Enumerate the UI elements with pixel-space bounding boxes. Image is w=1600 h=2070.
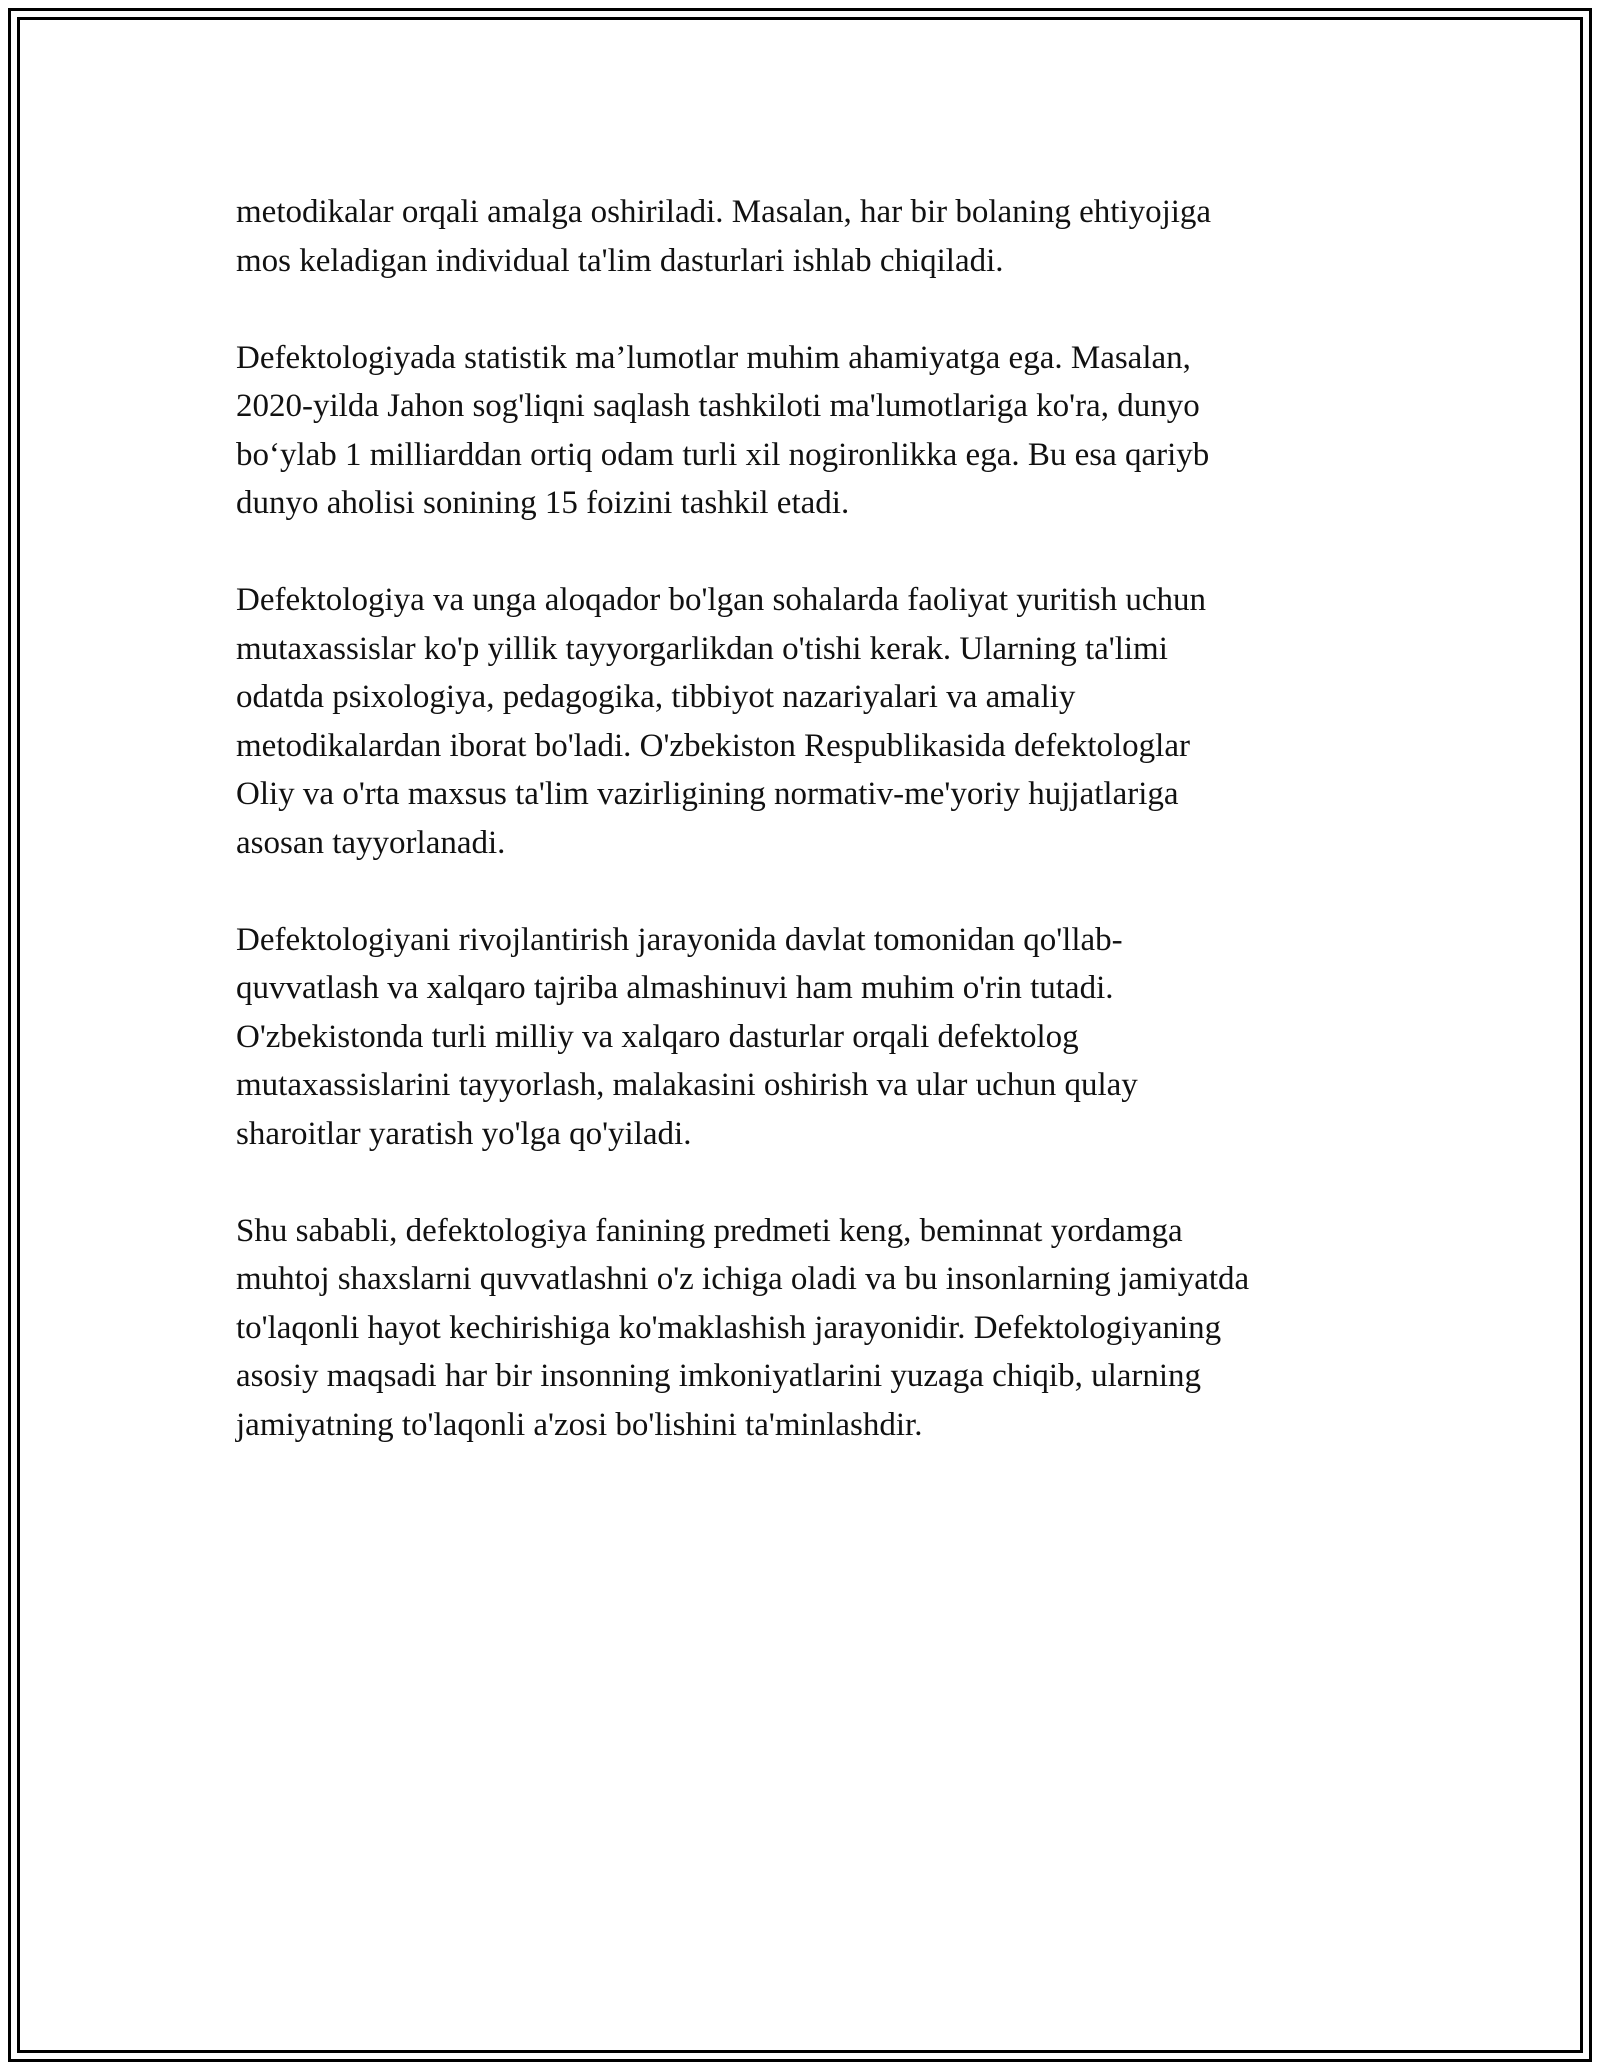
text-line: metodikalardan iborat bo'ladi. O'zbekiston Respublikasida defektologlar [236,727,1190,764]
text-line: dunyo aholisi sonining 15 foizini tashkil etadi. [236,485,850,521]
paragraph [236,1207,1376,1450]
text-line: to'laqonli hayot kechirishiga ko'maklashish jarayonidir. Defektologiyaning [236,1309,1222,1346]
text-line: Defektologiyada statistik ma’lumotlar muhim ahamiyatga ega. Masalan, [236,339,1191,376]
text-line: sharoitlar yaratish yo'lga qo'yiladi. [236,1115,692,1152]
text-line: Defektologiyani rivojlantirish jarayonida davlat tomonidan qo'llab- [236,921,1123,958]
text-line: asosiy maqsadi har bir insonning imkoniyatlarini yuzaga chiqib, ularning [236,1358,1202,1394]
paragraph [236,916,1376,1159]
paragraph [236,334,1376,528]
text-line: 2020-yilda Jahon sog'liqni saqlash tashkiloti ma'lumotlariga ko'ra, dunyo [236,388,1200,424]
text-line: odatda psixologiya, pedagogika, tibbiyot nazariyalari va amaliy [236,679,1076,715]
text-line: O'zbekistonda turli milliy va xalqaro dasturlar orqali defektolog [236,1018,1079,1055]
text-line: bo‘ylab 1 milliarddan ortiq odam turli xil nogironlikka ega. Bu esa qariyb [236,436,1210,473]
text-line: asosan tayyorlanadi. [236,824,506,861]
document-body [236,188,1376,1498]
text-line: mutaxassislarini tayyorlash, malakasini oshirish va ular uchun qulay [236,1067,1138,1103]
text-line: jamiyatning to'laqonli a'zosi bo'lishini ta'minlashdir. [236,1406,923,1443]
text-line: muhtoj shaxslarni quvvatlashni o'z ichiga oladi va bu insonlarning jamiyatda [236,1261,1250,1297]
text-line: mos keladigan individual ta'lim dasturlari ishlab chiqiladi. [236,242,1004,279]
text-line: Oliy va o'rta maxsus ta'lim vazirligining normativ-me'yoriy hujjatlariga [236,776,1179,812]
text-line: quvvatlash va xalqaro tajriba almashinuvi ham muhim o'rin tutadi. [236,970,1114,1006]
text-line: Shu sababli, defektologiya fanining predmeti keng, beminnat yordamga [236,1212,1183,1249]
text-line: mutaxassislar ko'p yillik tayyorgarlikdan o'tishi kerak. Ularning ta'limi [236,630,1168,667]
paragraph [236,188,1376,285]
text-line: metodikalar orqali amalga oshiriladi. Masalan, har bir bolaning ehtiyojiga [236,194,1212,230]
text-line: Defektologiya va unga aloqador bo'lgan sohalarda faoliyat yuritish uchun [236,582,1206,618]
paragraph [236,576,1376,867]
